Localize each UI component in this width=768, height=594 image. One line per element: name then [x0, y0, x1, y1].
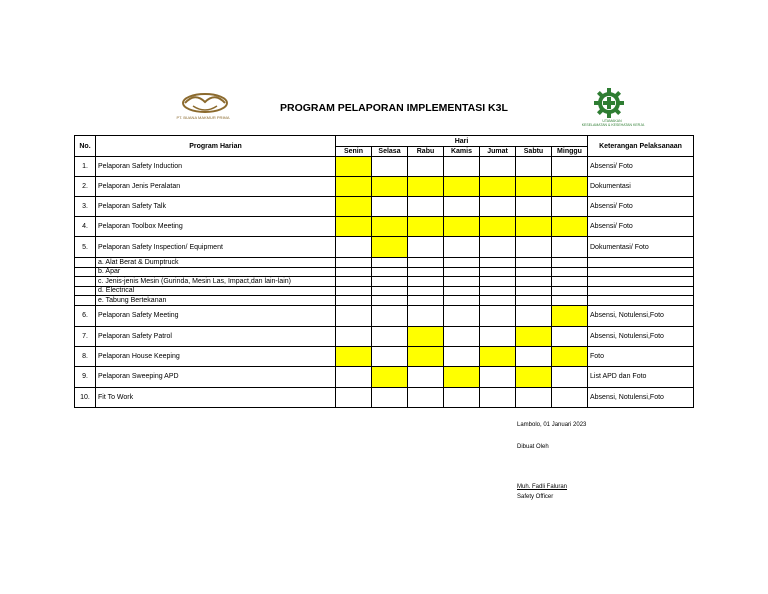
schedule-cell-rabu	[408, 326, 444, 346]
sub-item-label: a. Alat Berat & Dumptruck	[96, 258, 336, 268]
schedule-cell-jumat	[480, 366, 516, 387]
company-name: PT. BUANA MAKMUR PRIMA	[176, 115, 230, 120]
sub-item-day-cell	[336, 277, 372, 287]
schedule-cell-rabu	[408, 217, 444, 237]
day-header-sabtu: Sabtu	[516, 147, 552, 157]
sub-item-row	[75, 258, 694, 268]
keterangan-cell: Absensi, Notulensi,Foto	[588, 387, 694, 407]
schedule-cell-selasa	[372, 326, 408, 346]
schedule-cell-jumat	[480, 217, 516, 237]
schedule-cell-sabtu	[516, 157, 552, 177]
schedule-cell-sabtu	[516, 326, 552, 346]
schedule-cell-minggu	[552, 197, 588, 217]
schedule-cell-jumat	[480, 305, 516, 326]
sub-item-day-cell	[480, 296, 516, 306]
schedule-cell-kamis	[444, 237, 480, 258]
sub-item-day-cell	[516, 258, 552, 268]
col-hari-header: Hari	[336, 136, 588, 147]
schedule-cell-jumat	[480, 326, 516, 346]
sub-item-day-cell	[336, 296, 372, 306]
schedule-cell-kamis	[444, 197, 480, 217]
schedule-cell-minggu	[552, 305, 588, 326]
sub-item-day-cell	[336, 258, 372, 268]
sub-item-day-cell	[480, 267, 516, 277]
schedule-cell-selasa	[372, 387, 408, 407]
row-number: 5.	[75, 237, 96, 258]
signer-position: Safety Officer	[517, 494, 554, 500]
row-number: 10.	[75, 387, 96, 407]
sub-item-day-cell	[480, 277, 516, 287]
schedule-cell-kamis	[444, 387, 480, 407]
day-header-kamis: Kamis	[444, 147, 480, 157]
schedule-cell-selasa	[372, 305, 408, 326]
program-name: Pelaporan Safety Patrol	[96, 326, 336, 346]
sub-item-day-cell	[444, 267, 480, 277]
sub-item-day-cell	[444, 286, 480, 296]
row-number: 7.	[75, 326, 96, 346]
program-name: Pelaporan House Keeping	[96, 346, 336, 366]
schedule-cell-kamis	[444, 346, 480, 366]
sub-item-label: e. Tabung Bertekanan	[96, 296, 336, 306]
sub-item-day-cell	[408, 296, 444, 306]
schedule-cell-selasa	[372, 217, 408, 237]
row-number: 1.	[75, 157, 96, 177]
sub-item-day-cell	[444, 258, 480, 268]
program-name: Pelaporan Safety Inspection/ Equipment	[96, 237, 336, 258]
schedule-cell-senin	[336, 387, 372, 407]
sub-item-row	[75, 296, 694, 306]
schedule-cell-selasa	[372, 157, 408, 177]
program-name: Fit To Work	[96, 387, 336, 407]
program-name: Pelaporan Jenis Peralatan	[96, 177, 336, 197]
schedule-cell-sabtu	[516, 346, 552, 366]
schedule-cell-minggu	[552, 346, 588, 366]
sub-item-row	[75, 267, 694, 277]
sub-item-day-cell	[444, 277, 480, 287]
day-header-minggu: Minggu	[552, 147, 588, 157]
schedule-cell-senin	[336, 177, 372, 197]
sub-item-day-cell	[552, 286, 588, 296]
schedule-cell-senin	[336, 237, 372, 258]
table-header-row	[75, 136, 694, 147]
schedule-cell-sabtu	[516, 387, 552, 407]
sub-item-no-cell	[75, 286, 96, 296]
keterangan-cell: Absensi/ Foto	[588, 157, 694, 177]
schedule-cell-selasa	[372, 346, 408, 366]
table-row	[75, 217, 694, 237]
schedule-cell-sabtu	[516, 217, 552, 237]
schedule-cell-minggu	[552, 217, 588, 237]
table-row	[75, 326, 694, 346]
schedule-cell-rabu	[408, 157, 444, 177]
schedule-cell-rabu	[408, 177, 444, 197]
row-number: 4.	[75, 217, 96, 237]
k3-logo-subtext: KESELAMATAN & KESEHATAN KERJA	[581, 123, 645, 127]
sub-item-keterangan-cell	[588, 267, 694, 277]
row-number: 8.	[75, 346, 96, 366]
schedule-cell-senin	[336, 326, 372, 346]
table-row	[75, 346, 694, 366]
program-name: Pelaporan Sweeping APD	[96, 366, 336, 387]
schedule-cell-rabu	[408, 366, 444, 387]
sub-item-day-cell	[336, 286, 372, 296]
schedule-cell-kamis	[444, 217, 480, 237]
schedule-cell-rabu	[408, 237, 444, 258]
keterangan-cell: Absensi, Notulensi,Foto	[588, 326, 694, 346]
program-name: Pelaporan Safety Induction	[96, 157, 336, 177]
table-row	[75, 237, 694, 258]
program-name: Pelaporan Toolbox Meeting	[96, 217, 336, 237]
sub-item-label: d. Electrical	[96, 286, 336, 296]
schedule-cell-selasa	[372, 237, 408, 258]
keterangan-cell: Absensi, Notulensi,Foto	[588, 305, 694, 326]
schedule-cell-minggu	[552, 237, 588, 258]
table-row	[75, 366, 694, 387]
sub-item-day-cell	[516, 296, 552, 306]
place-date: Lambolo, 01 Januari 2023	[517, 422, 587, 428]
sub-item-no-cell	[75, 267, 96, 277]
schedule-cell-senin	[336, 157, 372, 177]
schedule-cell-rabu	[408, 346, 444, 366]
sub-item-no-cell	[75, 296, 96, 306]
sub-item-day-cell	[516, 277, 552, 287]
sub-item-day-cell	[552, 258, 588, 268]
schedule-cell-minggu	[552, 177, 588, 197]
schedule-cell-minggu	[552, 366, 588, 387]
schedule-cell-sabtu	[516, 366, 552, 387]
sub-item-no-cell	[75, 258, 96, 268]
sub-item-day-cell	[372, 296, 408, 306]
day-header-jumat: Jumat	[480, 147, 516, 157]
schedule-cell-minggu	[552, 157, 588, 177]
sub-item-day-cell	[552, 296, 588, 306]
k3-logo-text: UTAMAKAN	[602, 119, 622, 123]
col-keterangan-header: Keterangan Pelaksanaan	[588, 136, 694, 157]
row-number: 3.	[75, 197, 96, 217]
day-header-senin: Senin	[336, 147, 372, 157]
page-title: PROGRAM PELAPORAN IMPLEMENTASI K3L	[280, 102, 508, 114]
sub-item-label: c. Jenis-jenis Mesin (Gurinda, Mesin Las, Impact,dan lain-lain)	[96, 277, 336, 287]
sub-item-label: b. Apar	[96, 267, 336, 277]
keterangan-cell: List APD dan Foto	[588, 366, 694, 387]
sub-item-day-cell	[408, 258, 444, 268]
keterangan-cell: Dokumentasi/ Foto	[588, 237, 694, 258]
keterangan-cell: Foto	[588, 346, 694, 366]
sub-item-keterangan-cell	[588, 296, 694, 306]
sub-item-day-cell	[480, 258, 516, 268]
sub-item-row	[75, 286, 694, 296]
sub-item-day-cell	[372, 286, 408, 296]
schedule-cell-jumat	[480, 387, 516, 407]
table-row	[75, 387, 694, 407]
schedule-cell-jumat	[480, 157, 516, 177]
schedule-cell-sabtu	[516, 197, 552, 217]
schedule-cell-jumat	[480, 237, 516, 258]
keterangan-cell: Dokumentasi	[588, 177, 694, 197]
keterangan-cell: Absensi/ Foto	[588, 217, 694, 237]
schedule-cell-senin	[336, 197, 372, 217]
schedule-cell-rabu	[408, 305, 444, 326]
schedule-cell-kamis	[444, 177, 480, 197]
schedule-cell-senin	[336, 366, 372, 387]
day-header-selasa: Selasa	[372, 147, 408, 157]
schedule-cell-kamis	[444, 326, 480, 346]
schedule-cell-senin	[336, 305, 372, 326]
row-number: 9.	[75, 366, 96, 387]
schedule-cell-rabu	[408, 197, 444, 217]
schedule-cell-rabu	[408, 387, 444, 407]
made-by-label: Dibuat Oleh	[517, 444, 549, 450]
table-row	[75, 157, 694, 177]
schedule-cell-jumat	[480, 346, 516, 366]
sub-item-day-cell	[372, 277, 408, 287]
sub-item-day-cell	[408, 277, 444, 287]
sub-item-day-cell	[480, 286, 516, 296]
schedule-cell-jumat	[480, 177, 516, 197]
sub-item-keterangan-cell	[588, 277, 694, 287]
col-no-header: No.	[75, 136, 96, 157]
schedule-cell-senin	[336, 217, 372, 237]
k3l-program-table	[74, 135, 694, 408]
schedule-cell-minggu	[552, 387, 588, 407]
sub-item-day-cell	[372, 258, 408, 268]
table-row	[75, 197, 694, 217]
row-number: 6.	[75, 305, 96, 326]
sub-item-no-cell	[75, 277, 96, 287]
keterangan-cell: Absensi/ Foto	[588, 197, 694, 217]
schedule-cell-jumat	[480, 197, 516, 217]
schedule-cell-kamis	[444, 366, 480, 387]
row-number: 2.	[75, 177, 96, 197]
sub-item-day-cell	[552, 267, 588, 277]
schedule-cell-selasa	[372, 366, 408, 387]
sub-item-day-cell	[516, 267, 552, 277]
k3-gear-cross-icon	[592, 86, 626, 120]
sub-item-row	[75, 277, 694, 287]
schedule-cell-selasa	[372, 177, 408, 197]
schedule-cell-selasa	[372, 197, 408, 217]
col-program-header: Program Harian	[96, 136, 336, 157]
schedule-cell-sabtu	[516, 177, 552, 197]
schedule-cell-kamis	[444, 305, 480, 326]
schedule-cell-sabtu	[516, 305, 552, 326]
sub-item-day-cell	[552, 277, 588, 287]
sub-item-day-cell	[516, 286, 552, 296]
sub-item-day-cell	[372, 267, 408, 277]
program-name: Pelaporan Safety Meeting	[96, 305, 336, 326]
table-row	[75, 305, 694, 326]
schedule-cell-sabtu	[516, 237, 552, 258]
schedule-cell-kamis	[444, 157, 480, 177]
sub-item-day-cell	[336, 267, 372, 277]
schedule-cell-minggu	[552, 326, 588, 346]
sub-item-day-cell	[408, 286, 444, 296]
signer-name: Muh. Fadli Faluran	[517, 484, 568, 490]
sub-item-keterangan-cell	[588, 258, 694, 268]
sub-item-day-cell	[444, 296, 480, 306]
sub-item-keterangan-cell	[588, 286, 694, 296]
schedule-cell-senin	[336, 346, 372, 366]
table-row	[75, 177, 694, 197]
sub-item-day-cell	[408, 267, 444, 277]
day-header-rabu: Rabu	[408, 147, 444, 157]
program-name: Pelaporan Safety Talk	[96, 197, 336, 217]
